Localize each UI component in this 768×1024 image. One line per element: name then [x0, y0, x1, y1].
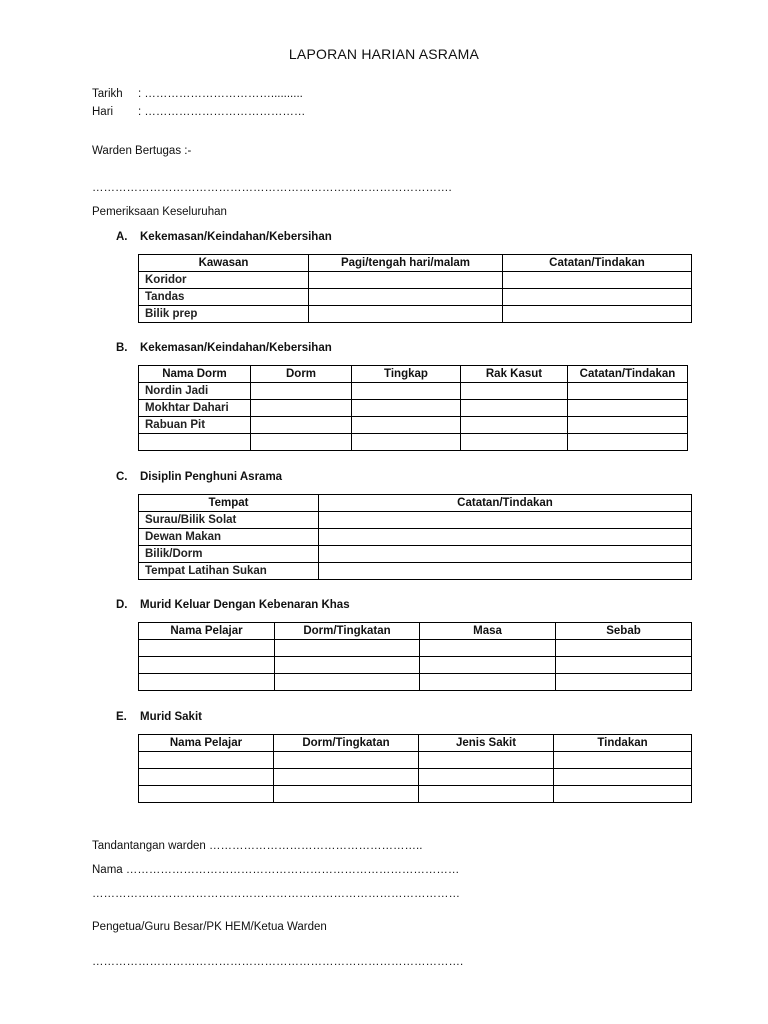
row-label	[139, 434, 251, 451]
table-cell[interactable]	[251, 417, 352, 434]
table-row	[139, 752, 692, 769]
table-row	[139, 512, 692, 529]
hari-label: Hari	[92, 106, 114, 118]
table-row	[139, 657, 692, 674]
table-cell[interactable]	[275, 640, 420, 657]
table-cell[interactable]	[275, 657, 420, 674]
table-cell[interactable]	[420, 657, 556, 674]
row-label: Bilik/Dorm	[139, 546, 319, 563]
table-cell[interactable]	[274, 752, 419, 769]
table-row	[139, 674, 692, 691]
row-label: Tempat Latihan Sukan	[139, 563, 319, 580]
section-e-heading	[116, 711, 202, 723]
table-header-row	[139, 495, 692, 512]
table-cell[interactable]	[352, 417, 461, 434]
row-label: Koridor	[139, 272, 309, 289]
section-d-title: Murid Keluar Dengan Kebenaran Khas	[140, 599, 350, 611]
table-cell[interactable]	[139, 769, 274, 786]
row-label: Mokhtar Dahari	[139, 400, 251, 417]
section-a-table	[138, 254, 692, 323]
table-cell[interactable]	[461, 434, 568, 451]
table-cell[interactable]	[319, 546, 692, 563]
table-row	[139, 417, 688, 434]
table-cell[interactable]	[554, 786, 692, 803]
approver-label: Pengetua/Guru Besar/PK HEM/Ketua Warden	[92, 921, 327, 933]
row-label: Bilik prep	[139, 306, 309, 323]
column-header: Catatan/Tindakan	[568, 366, 688, 383]
column-header: Catatan/Tindakan	[319, 495, 692, 512]
section-c-letter: C.	[116, 471, 128, 483]
blank-line: ……………………………………………………………………………………	[92, 888, 460, 900]
name-line: Nama ……………………………………………………………………………	[92, 864, 460, 876]
column-header: Pagi/tengah hari/malam	[309, 255, 503, 272]
table-cell[interactable]	[568, 434, 688, 451]
table-row	[139, 272, 692, 289]
table-cell[interactable]	[556, 674, 692, 691]
table-cell[interactable]	[309, 289, 503, 306]
section-a-letter: A.	[116, 231, 128, 243]
table-row	[139, 563, 692, 580]
table-cell[interactable]	[503, 272, 692, 289]
table-cell[interactable]	[556, 640, 692, 657]
column-header: Catatan/Tindakan	[503, 255, 692, 272]
table-row	[139, 529, 692, 546]
warden-line: ………………………………………………………………………………….	[92, 182, 452, 194]
column-header: Nama Pelajar	[139, 735, 274, 752]
table-cell[interactable]	[419, 769, 554, 786]
table-header-row	[139, 623, 692, 640]
table-cell[interactable]	[309, 272, 503, 289]
table-cell[interactable]	[274, 769, 419, 786]
table-cell[interactable]	[274, 786, 419, 803]
table-cell[interactable]	[503, 306, 692, 323]
table-cell[interactable]	[319, 563, 692, 580]
table-cell[interactable]	[319, 512, 692, 529]
section-a-title: Kekemasan/Keindahan/Kebersihan	[140, 231, 332, 243]
table-cell[interactable]	[319, 529, 692, 546]
section-e-table	[138, 734, 692, 803]
column-header: Tingkap	[352, 366, 461, 383]
approver-line: …………………………………………………………………………………….	[92, 956, 464, 968]
table-cell[interactable]	[461, 400, 568, 417]
section-d-table	[138, 622, 692, 691]
table-cell[interactable]	[556, 657, 692, 674]
column-header: Tindakan	[554, 735, 692, 752]
row-label: Surau/Bilik Solat	[139, 512, 319, 529]
row-label: Dewan Makan	[139, 529, 319, 546]
table-cell[interactable]	[352, 434, 461, 451]
column-header: Nama Dorm	[139, 366, 251, 383]
table-cell[interactable]	[139, 657, 275, 674]
section-c-table	[138, 494, 692, 580]
table-cell[interactable]	[251, 400, 352, 417]
table-row	[139, 400, 688, 417]
section-b-letter: B.	[116, 342, 128, 354]
section-d-letter: D.	[116, 599, 128, 611]
table-row	[139, 640, 692, 657]
table-cell[interactable]	[309, 306, 503, 323]
section-b-heading	[116, 342, 332, 354]
table-row	[139, 769, 692, 786]
table-cell[interactable]	[554, 752, 692, 769]
column-header: Masa	[420, 623, 556, 640]
table-cell[interactable]	[139, 752, 274, 769]
section-e-letter: E.	[116, 711, 127, 723]
page-title: LAPORAN HARIAN ASRAMA	[288, 46, 480, 62]
table-row	[139, 786, 692, 803]
column-header: Rak Kasut	[461, 366, 568, 383]
row-label: Tandas	[139, 289, 309, 306]
table-cell[interactable]	[251, 383, 352, 400]
table-cell[interactable]	[352, 383, 461, 400]
section-b-title: Kekemasan/Keindahan/Kebersihan	[140, 342, 332, 354]
overall-heading: Pemeriksaan Keseluruhan	[92, 206, 227, 218]
table-header-row	[139, 735, 692, 752]
table-row	[139, 289, 692, 306]
table-cell[interactable]	[139, 786, 274, 803]
table-cell[interactable]	[352, 400, 461, 417]
table-cell[interactable]	[503, 289, 692, 306]
table-header-row	[139, 255, 692, 272]
table-cell[interactable]	[139, 640, 275, 657]
section-c-title: Disiplin Penghuni Asrama	[140, 471, 283, 483]
table-row	[139, 546, 692, 563]
section-b-table	[138, 365, 688, 451]
signature-line: Tandantangan warden ………………………………………………..	[92, 840, 423, 852]
table-cell[interactable]	[554, 769, 692, 786]
column-header: Jenis Sakit	[419, 735, 554, 752]
column-header: Dorm/Tingkatan	[274, 735, 419, 752]
hari-value: : ……………………………………	[138, 106, 306, 118]
table-cell[interactable]	[568, 400, 688, 417]
column-header: Nama Pelajar	[139, 623, 275, 640]
column-header: Sebab	[556, 623, 692, 640]
table-row	[139, 306, 692, 323]
table-cell[interactable]	[251, 434, 352, 451]
table-cell[interactable]	[419, 786, 554, 803]
table-cell[interactable]	[420, 640, 556, 657]
table-cell[interactable]	[568, 417, 688, 434]
row-label: Rabuan Pit	[139, 417, 251, 434]
table-row	[139, 434, 688, 451]
hari-field	[92, 106, 305, 118]
tarikh-label: Tarikh	[92, 88, 123, 100]
column-header: Kawasan	[139, 255, 309, 272]
tarikh-value: : ……………………………..........	[138, 88, 303, 100]
row-label: Nordin Jadi	[139, 383, 251, 400]
table-cell[interactable]	[461, 417, 568, 434]
table-header-row	[139, 366, 688, 383]
section-d-heading	[116, 599, 350, 611]
table-cell[interactable]	[275, 674, 420, 691]
column-header: Dorm/Tingkatan	[275, 623, 420, 640]
table-cell[interactable]	[419, 752, 554, 769]
warden-label: Warden Bertugas :-	[92, 145, 192, 157]
table-cell[interactable]	[461, 383, 568, 400]
table-cell[interactable]	[139, 674, 275, 691]
section-e-title: Murid Sakit	[140, 711, 202, 723]
section-a-heading	[116, 231, 332, 243]
table-cell[interactable]	[568, 383, 688, 400]
table-cell[interactable]	[420, 674, 556, 691]
column-header: Tempat	[139, 495, 319, 512]
table-row	[139, 383, 688, 400]
column-header: Dorm	[251, 366, 352, 383]
section-c-heading	[116, 471, 282, 483]
tarikh-field	[92, 88, 303, 100]
